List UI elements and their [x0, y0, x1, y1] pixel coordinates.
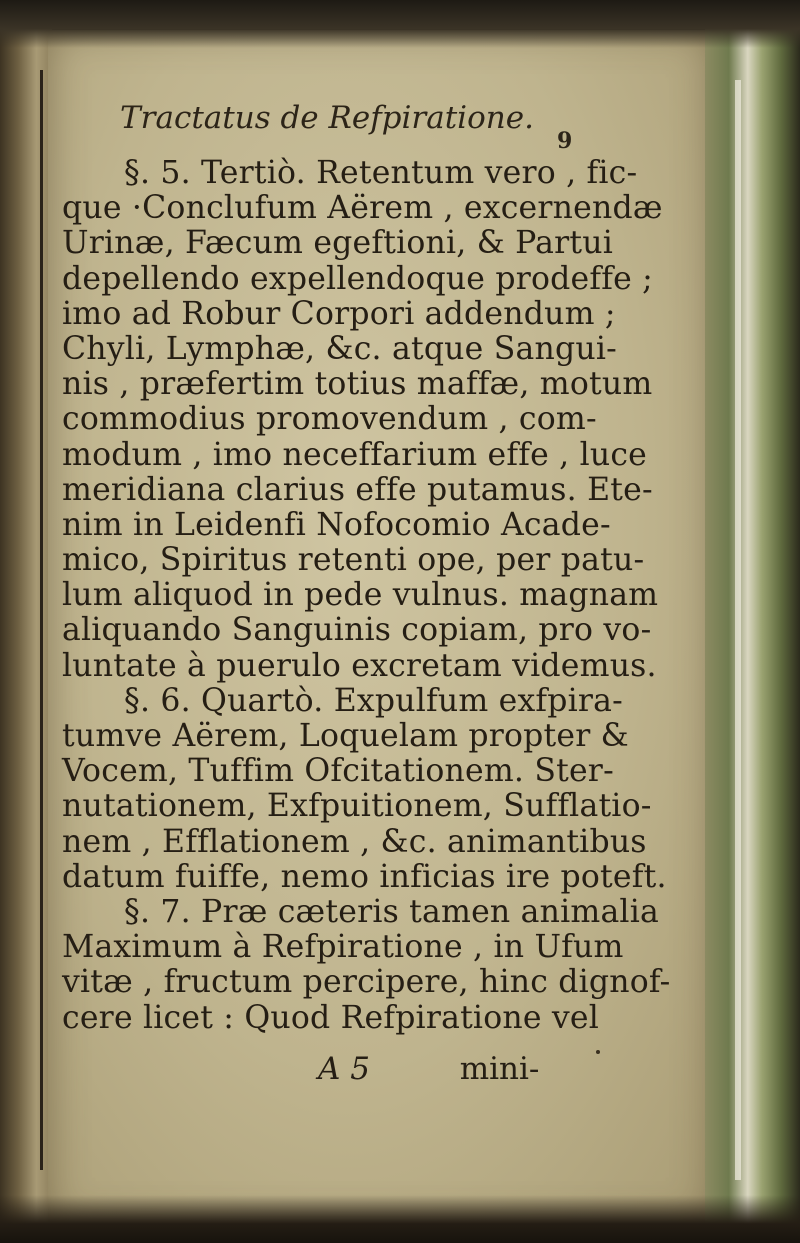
- text-line: nutationem, Exfpuitionem, Sufflatio-: [62, 788, 652, 825]
- text-line: nis , præfertim totius maffæ, motum: [62, 366, 653, 403]
- text-line: modum , imo neceffarium effe , luce: [62, 436, 648, 473]
- text-line: §. 5. Tertiò. Retentum vero , fic-: [124, 155, 638, 191]
- signature-mark: A 5: [318, 1051, 370, 1087]
- fore-edge-highlight: [735, 80, 741, 1180]
- text-line: lum aliquod in pede vulnus. magnam: [62, 577, 659, 614]
- text-line: que ·Conclufum Aërem , excernendæ: [62, 190, 663, 227]
- text-line: datum fuiffe, nemo inficias ire poteft.: [62, 858, 667, 895]
- text-line: imo ad Robur Corpori addendum ;: [62, 295, 616, 332]
- right-fore-edge: [705, 20, 800, 1243]
- catchword: mini-: [459, 1051, 540, 1087]
- ink-speck: [596, 1050, 600, 1054]
- left-binding-edge: [0, 0, 52, 1243]
- text-line: meridiana clarius effe putamus. Ete-: [62, 471, 653, 508]
- running-header: Tractatus de Refpiratione.: [120, 100, 534, 136]
- page-number: 9: [557, 128, 573, 154]
- text-line: vitæ , fructum percipere, hinc dignof-: [62, 964, 671, 1001]
- bottom-shadow: [0, 1195, 800, 1243]
- text-line: Vocem, Tuffim Ofcitationem. Ster-: [62, 753, 614, 790]
- text-line: nem , Efflationem , &c. animantibus: [62, 823, 647, 860]
- text-line: §. 6. Quartò. Expulfum exfpira-: [124, 682, 623, 719]
- page-gutter-line: [40, 70, 43, 1170]
- text-line: luntate à puerulo excretam videmus.: [62, 647, 657, 684]
- signature-line: [318, 1051, 539, 1087]
- text-line: mico, Spiritus retenti ope, per patu-: [62, 542, 645, 579]
- text-line: Urinæ, Fæcum egeftioni, & Partui: [62, 225, 614, 262]
- text-line: commodius promovendum , com-: [62, 401, 597, 438]
- text-line: cere licet : Quod Refpiratione vel: [62, 999, 600, 1036]
- text-line: Chyli, Lymphæ, &c. atque Sangui-: [62, 330, 617, 367]
- text-line: nim in Leidenfi Nofocomio Acade-: [62, 506, 611, 543]
- text-line: depellendo expellendoque prodeffe ;: [62, 260, 653, 297]
- text-line: tumve Aërem, Loquelam propter &: [62, 718, 629, 754]
- body-text: [62, 155, 671, 1036]
- top-shadow: [0, 0, 800, 48]
- text-line: §. 7. Præ cæteris tamen animalia: [124, 893, 659, 930]
- text-line: Maximum à Refpiratione , in Ufum: [62, 929, 624, 966]
- text-line: aliquando Sanguinis copiam, pro vo-: [62, 612, 652, 649]
